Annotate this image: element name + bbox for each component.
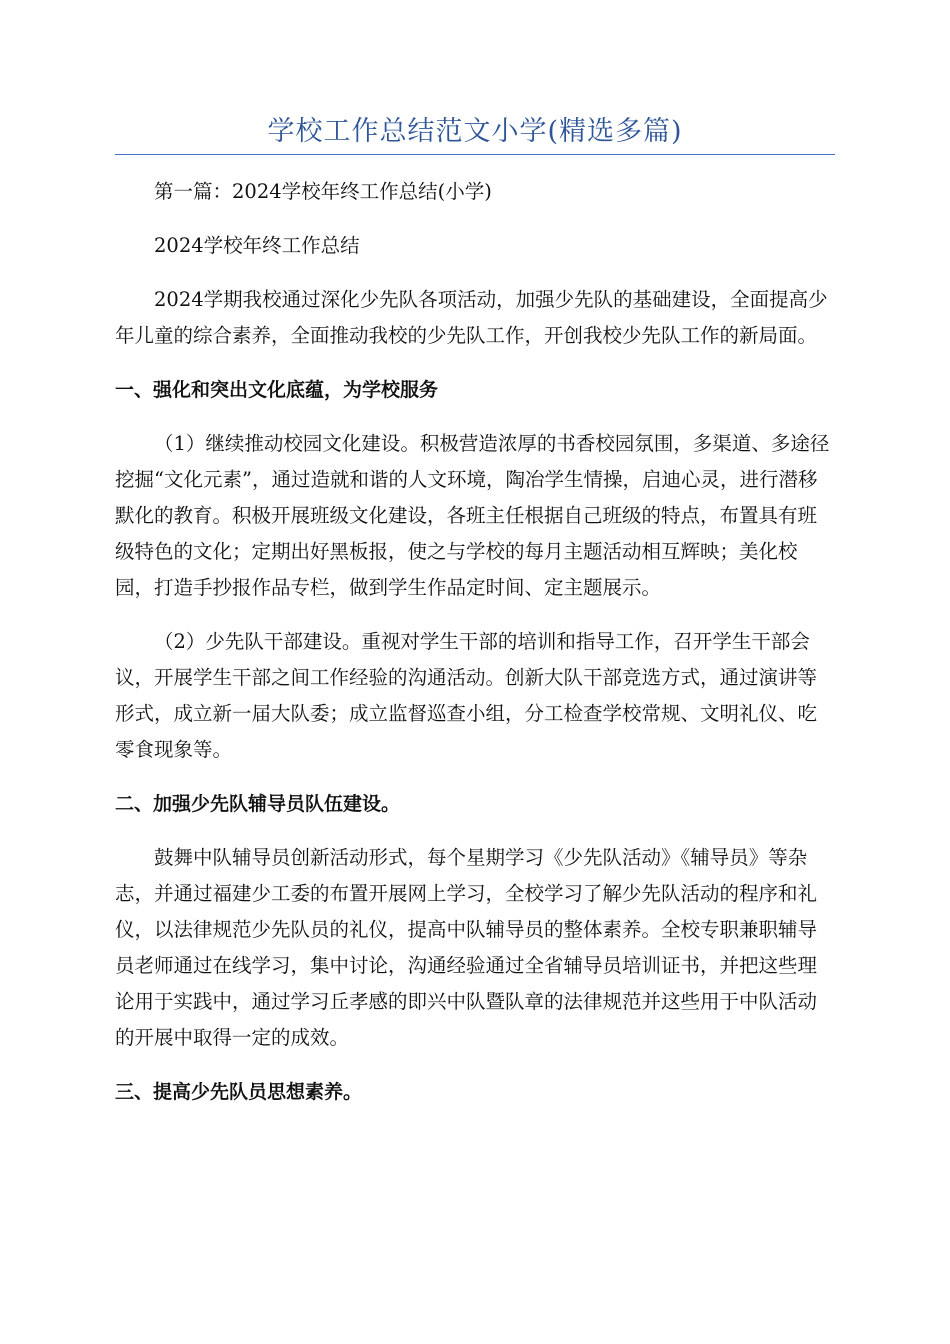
paragraph-culture: （1）继续推动校园文化建设。积极营造浓厚的书香校园氛围，多渠道、多途径挖掘“文化元素”，通过造就和谐的人文环境，陶冶学生情操，启迪心灵，进行潜移默化的教育。积极开展班级文化建设，各班主任根据自己班级的特点，布置具有班级特色的文化；定期出好黑板报，使之与学校的每月主题活动相互辉映；美化校园，打造手抄报作品专栏，做到学生作品定时间、定主题展示。 <box>115 432 830 599</box>
heading-1: 一、强化和突出文化底蕴，为学校服务 <box>115 379 439 401</box>
subtitle-line: 第一篇：2024学校年终工作总结(小学) <box>154 180 492 203</box>
heading-2: 二、加强少先队辅导员队伍建设。 <box>115 793 401 815</box>
paragraph-cadre: （2）少先队干部建设。重视对学生干部的培训和指导工作，召开学生干部会议，开展学生干部之间工作经验的沟通活动。创新大队干部竞选方式，通过演讲等形式，成立新一届大队委；成立监督巡查小组，分工检查学校常规、文明礼仪、吃零食现象等。 <box>115 630 818 761</box>
paragraph-counselors: 鼓舞中队辅导员创新活动形式，每个星期学习《少先队活动》《辅导员》等杂志，并通过福建少工委的布置开展网上学习，全校学习了解少先队活动的程序和礼仪，以法律规范少先队员的礼仪，提高中队辅导员的整体素养。全校专职兼职辅导员老师通过在线学习，集中讨论，沟通经验通过全省辅导员培训证书，并把这些理论用于实践中，通过学习丘孝感的即兴中队暨队章的法律规范并这些用于中队活动的开展中取得一定的成效。 <box>115 846 818 1049</box>
document-body <box>115 174 833 1110</box>
section-label: 2024学校年终工作总结 <box>154 234 360 257</box>
intro-paragraph: 2024学期我校通过深化少先队各项活动，加强少先队的基础建设，全面提高少年儿童的综合素养，全面推动我校的少先队工作，开创我校少先队工作的新局面。 <box>115 288 828 347</box>
title-underline <box>115 154 835 155</box>
document-title: 学校工作总结范文小学(精选多篇) <box>267 116 683 147</box>
heading-3: 三、提高少先队员思想素养。 <box>115 1081 363 1103</box>
